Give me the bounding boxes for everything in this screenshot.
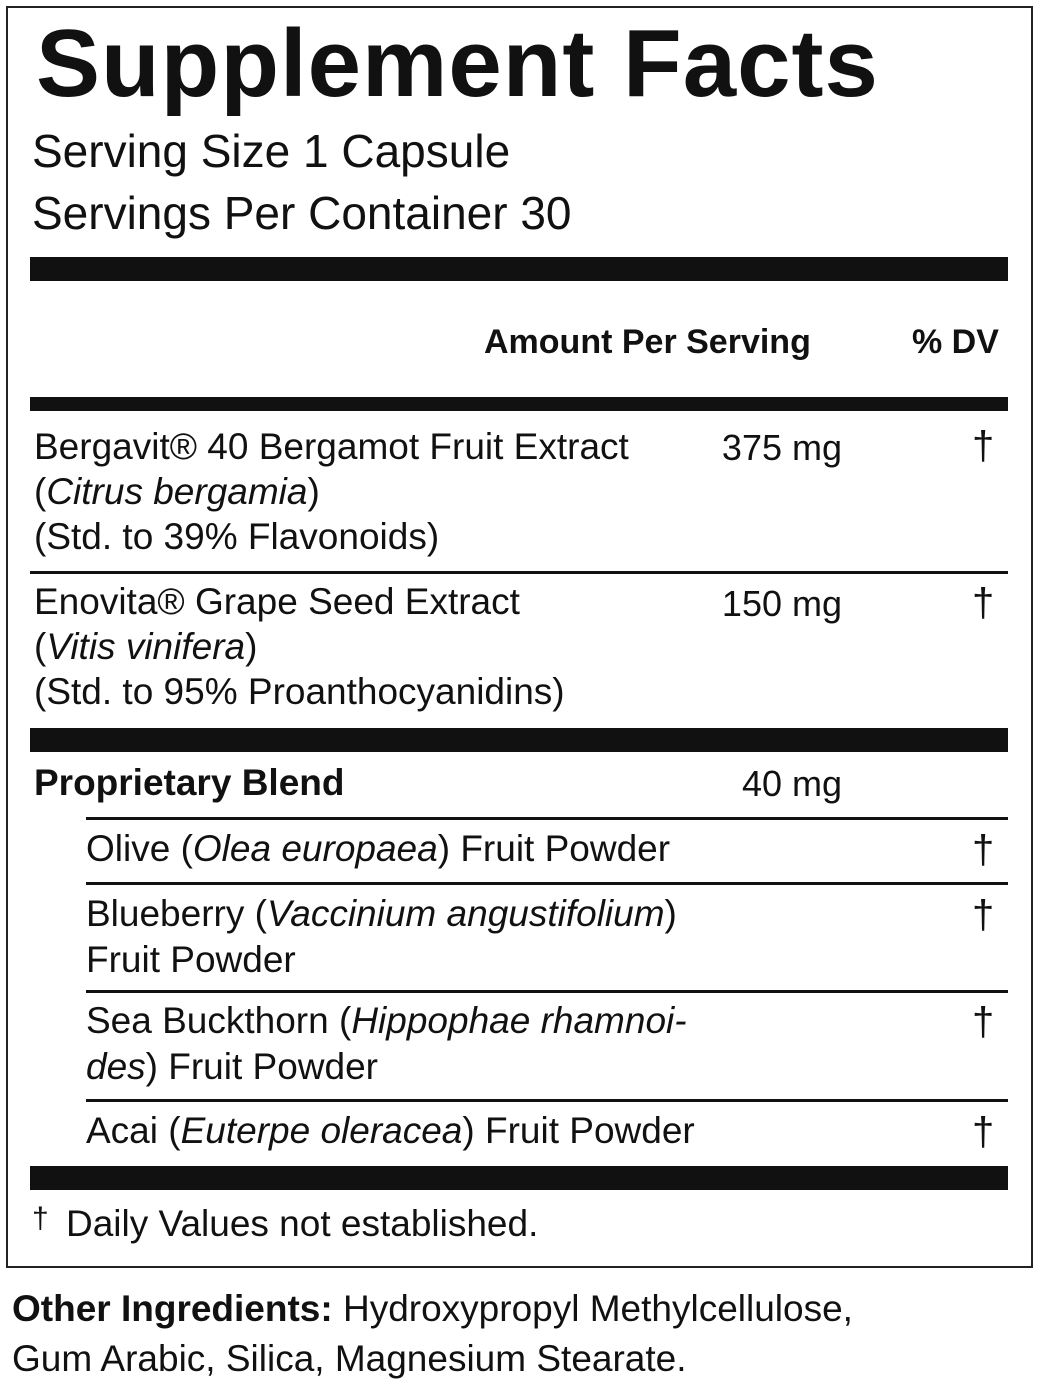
ingredient-amount: 150 mg [721,583,842,624]
dagger-mark: † [972,1000,995,1044]
dagger-mark: † [972,828,995,872]
dagger-mark: † [972,581,995,625]
blend-amount: 40 mg [741,763,842,804]
dagger-mark: † [972,893,995,937]
thick-divider [30,728,1008,752]
other-ingredients: Other Ingredients: Hydroxypropyl Methylcellulose, Gum Arabic, Silica, Magnesium Stearate. [12,1288,853,1379]
dagger-mark: † [972,1110,995,1154]
row-divider [30,571,1008,574]
blend-item: Blueberry (Vaccinium angustifolium) Fruit Powder [86,893,677,980]
row-divider [86,1099,1008,1102]
medium-divider [30,397,1008,411]
blend-name: Proprietary Blend [34,762,345,803]
daily-value-header: % DV [912,323,999,361]
dagger-mark: † [972,424,995,468]
amount-per-serving-header: Amount Per Serving [484,323,811,361]
other-ingredients-label: Other Ingredients: [12,1288,333,1329]
footnote-text: Daily Values not established. [66,1203,539,1244]
row-divider [86,882,1008,885]
ingredient-amount: 375 mg [721,427,842,468]
serving-size: Serving Size 1 Capsule [32,125,511,177]
footnote-dagger: † [32,1202,49,1235]
thick-divider [30,1166,1008,1190]
ingredient-name: Enovita® Grape Seed Extract (Vitis vinifera) (Std. to 95% Proanthocyanidins) [34,581,565,712]
latin-name: Vitis vinifera [46,626,246,667]
thick-divider [30,257,1008,281]
blend-item: Acai (Euterpe oleracea) Fruit Powder [86,1110,695,1151]
row-divider [86,990,1008,993]
row-divider [86,817,1008,820]
panel-title: Supplement Facts [36,10,879,117]
blend-item: Olive (Olea europaea) Fruit Powder [86,828,671,869]
servings-per-container: Servings Per Container 30 [32,187,572,239]
ingredient-name: Bergavit® 40 Bergamot Fruit Extract (Citrus bergamia) (Std. to 39% Flavonoids) [34,426,629,557]
latin-name: Citrus bergamia [46,471,308,512]
blend-item: Sea Buckthorn (Hippophae rhamnoi- des) Fruit Powder [86,1000,687,1087]
